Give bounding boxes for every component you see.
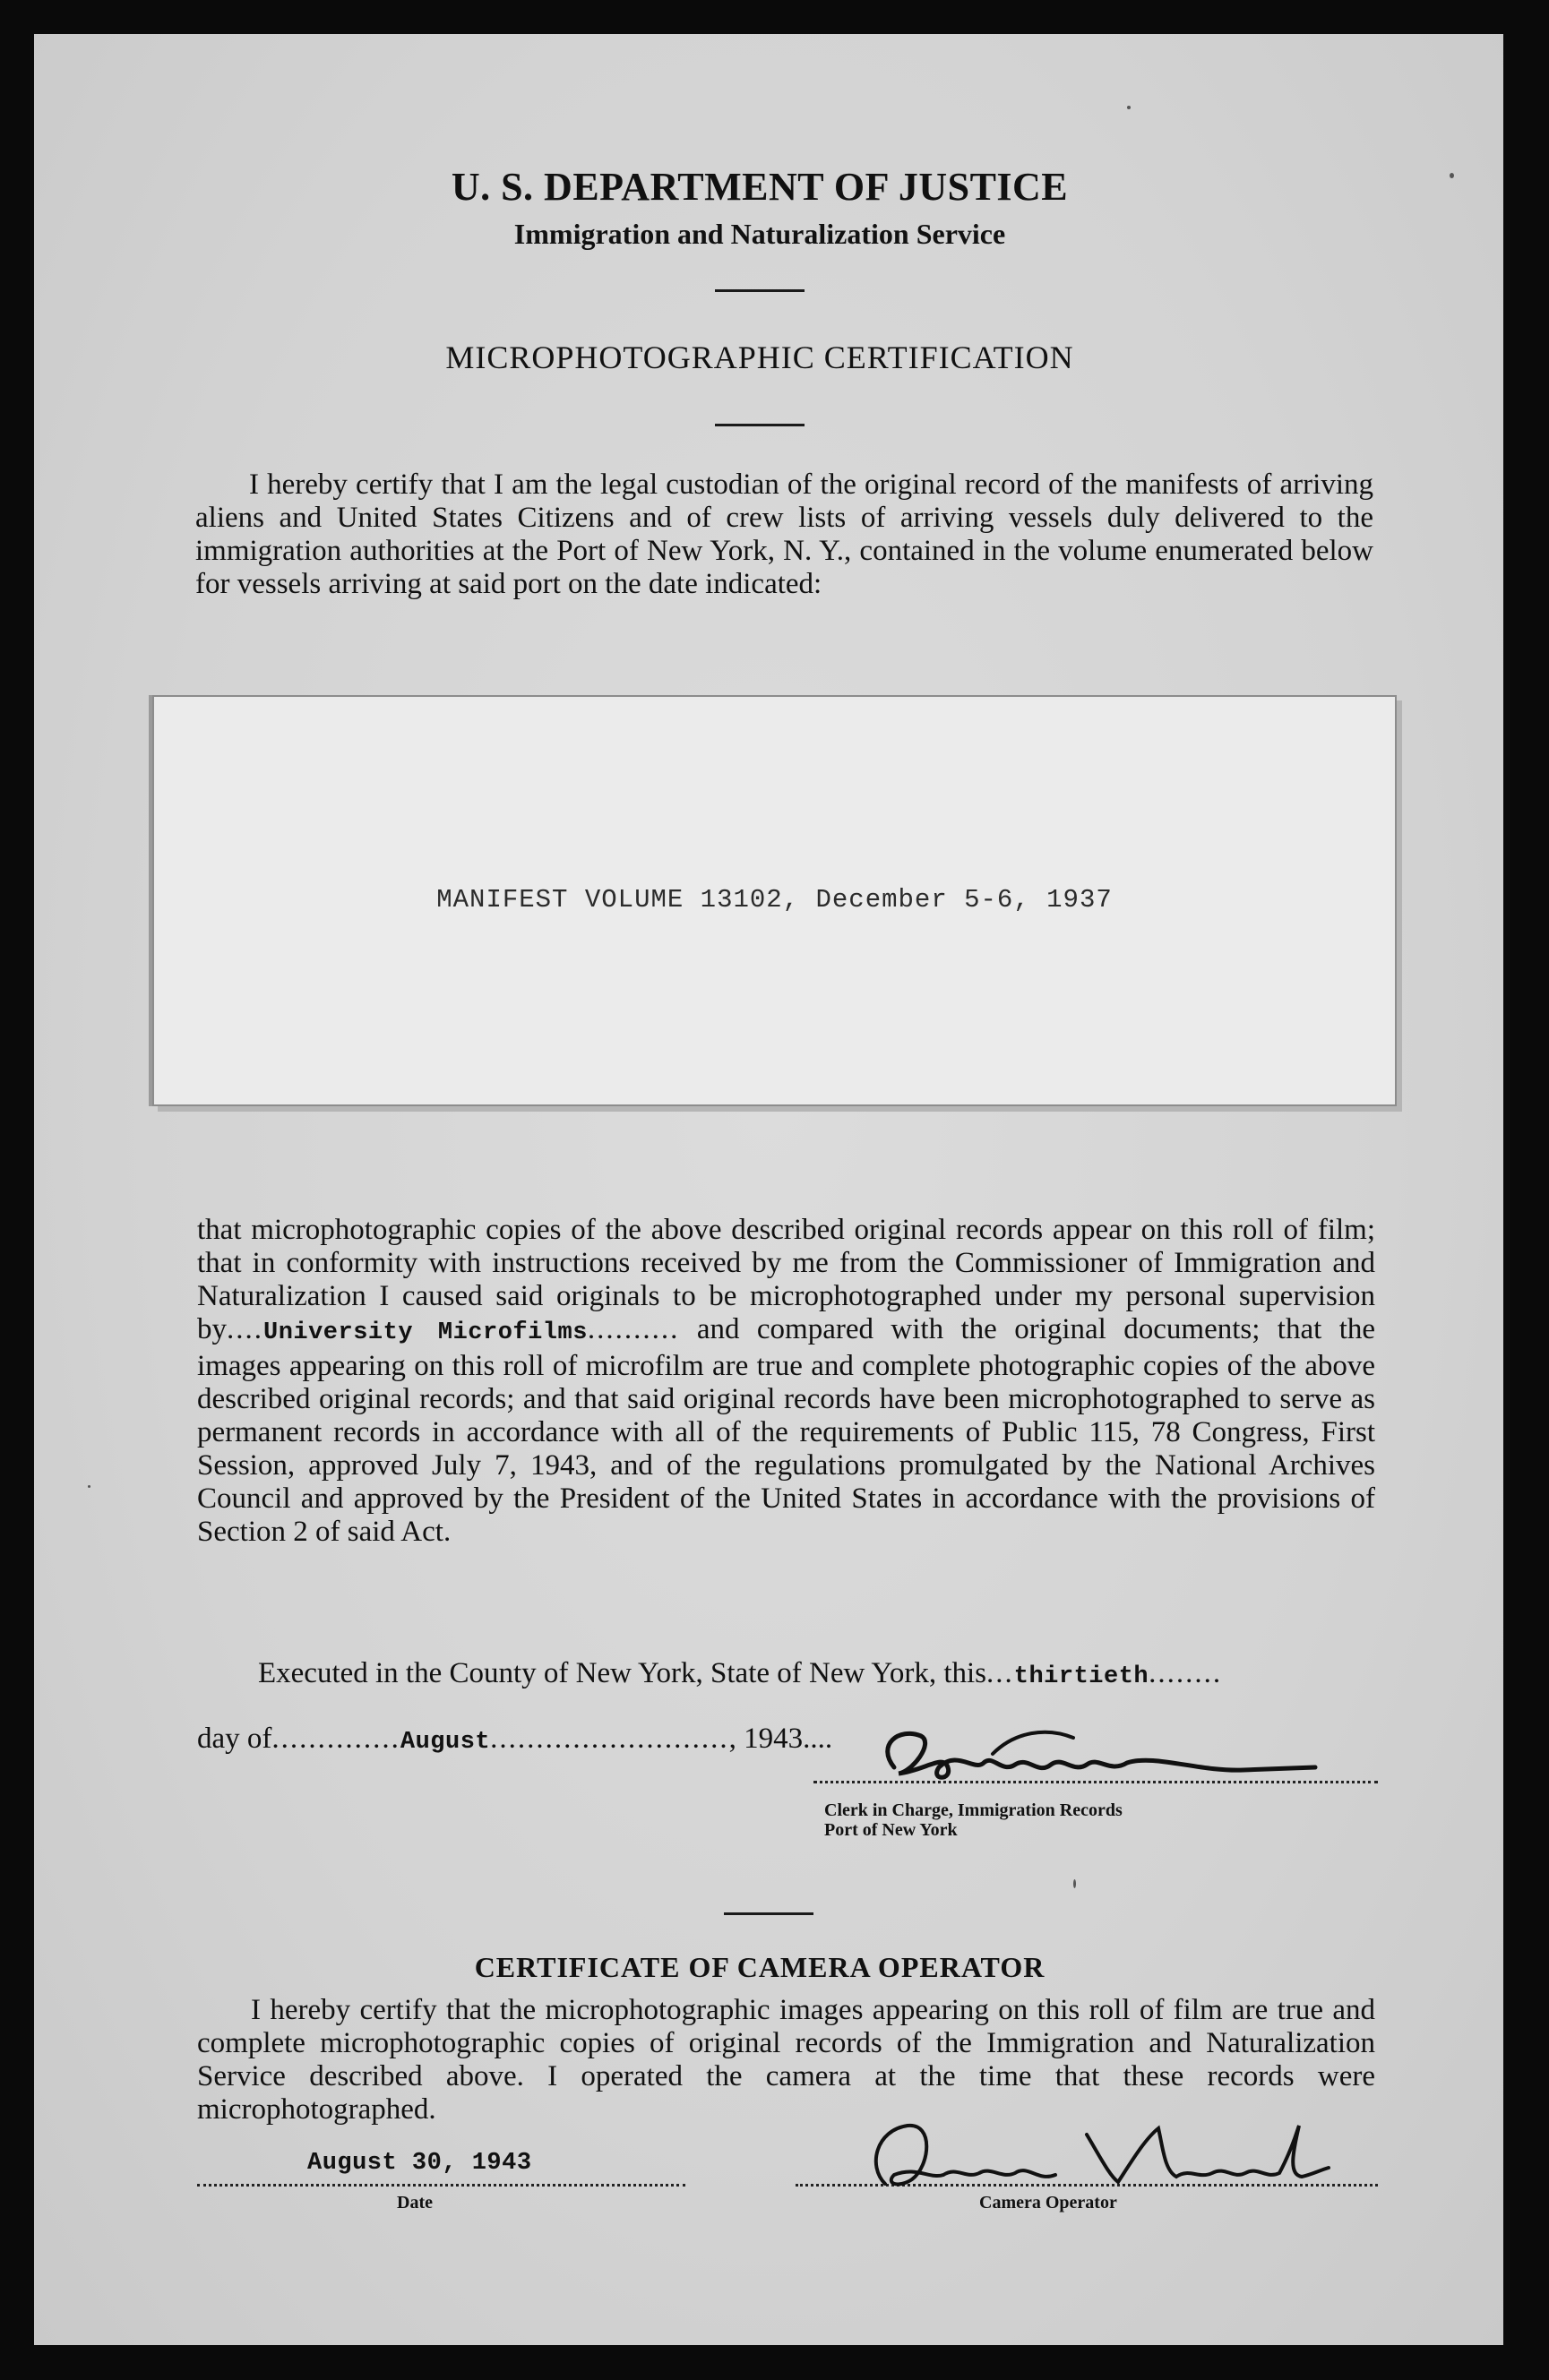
fill-dots: .......... [587, 1313, 680, 1345]
department-title: U. S. DEPARTMENT OF JUSTICE [451, 165, 1069, 209]
fill-dots: .............. [271, 1723, 400, 1755]
date-label: Date [397, 2193, 433, 2212]
fill-dots: ........ [1149, 1657, 1223, 1689]
execution-year: , 1943.... [728, 1723, 833, 1755]
clerk-title-label [824, 1800, 1123, 1840]
certification-body-paragraph [197, 1214, 1375, 1549]
clerk-signature [858, 1718, 1324, 1799]
execution-prefix: Executed in the County of New York, State of New York, this [258, 1657, 987, 1689]
film-speck [1450, 173, 1454, 178]
day-of-line [197, 1723, 914, 1759]
film-speck [1073, 1879, 1076, 1888]
photographer-name: University Microfilms [263, 1319, 588, 1346]
date-signature-line [197, 2184, 685, 2187]
execution-day: thirtieth [1013, 1663, 1149, 1690]
intro-paragraph: I hereby certify that I am the legal custodian of the original record of the manifests of arriving aliens and United States Citizens and of crew lists of arriving vessels duly delivered to the immigration authorities at the Port of New York, N. Y., contained in the volume enumerated below for vessels arriving at said port on the date indicated: [195, 468, 1373, 600]
day-of-label: day of [197, 1723, 272, 1755]
operator-signature [831, 2112, 1333, 2202]
certification-title: MICROPHOTOGRAPHIC CERTIFICATION [445, 339, 1074, 375]
execution-line [258, 1657, 1378, 1694]
film-speck [88, 1485, 90, 1488]
camera-date-value: August 30, 1943 [307, 2150, 532, 2177]
clerk-title: Clerk in Charge, Immigration Records [824, 1800, 1123, 1820]
film-speck [1127, 106, 1131, 109]
camera-certificate-title: CERTIFICATE OF CAMERA OPERATOR [474, 1951, 1046, 1983]
camera-certificate-paragraph: I hereby certify that the microphotographic images appearing on this roll of film are true and complete microphotographic copies of original records of the Immigration and Naturalization Service described above. I operated the camera at the time that these records were microphotographed. [197, 1994, 1375, 2126]
clerk-port: Port of New York [824, 1820, 958, 1840]
fill-dots: ... [986, 1657, 1014, 1689]
operator-label: Camera Operator [979, 2193, 1117, 2212]
manifest-label-card [152, 695, 1397, 1106]
divider [724, 1912, 813, 1915]
body-text-part1: that microphotographic copies of the above described original records appear on this roll of film; that in conformity with instructions received by me from the Commissioner of Immigration and Naturalization I caused said originals to be microphotographed under my personal supervision by [197, 1214, 1375, 1345]
fill-dots: .......................... [490, 1723, 729, 1755]
certificate-sheet [34, 34, 1503, 2345]
manifest-volume-text: MANIFEST VOLUME 13102, December 5-6, 1937 [436, 885, 1113, 915]
divider [715, 289, 805, 292]
service-subtitle: Immigration and Naturalization Service [513, 218, 1006, 250]
execution-month: August [400, 1729, 491, 1756]
divider [715, 424, 805, 426]
body-text-part2: and compared with the original documents; that the images appearing on this roll of microfilm are true and complete photographic copies of the above described original records; and that said original records have been microphotographed to serve as permanent records in accordance with all of the requirements of Public 115, 78 Congress, First Session, approved July 7, 1943, and of the regulations promulgated by the National Archives Council and approved by the President of the United States in accordance with the provisions of Section 2 of said Act. [197, 1313, 1376, 1548]
fill-dots: .... [227, 1313, 263, 1345]
